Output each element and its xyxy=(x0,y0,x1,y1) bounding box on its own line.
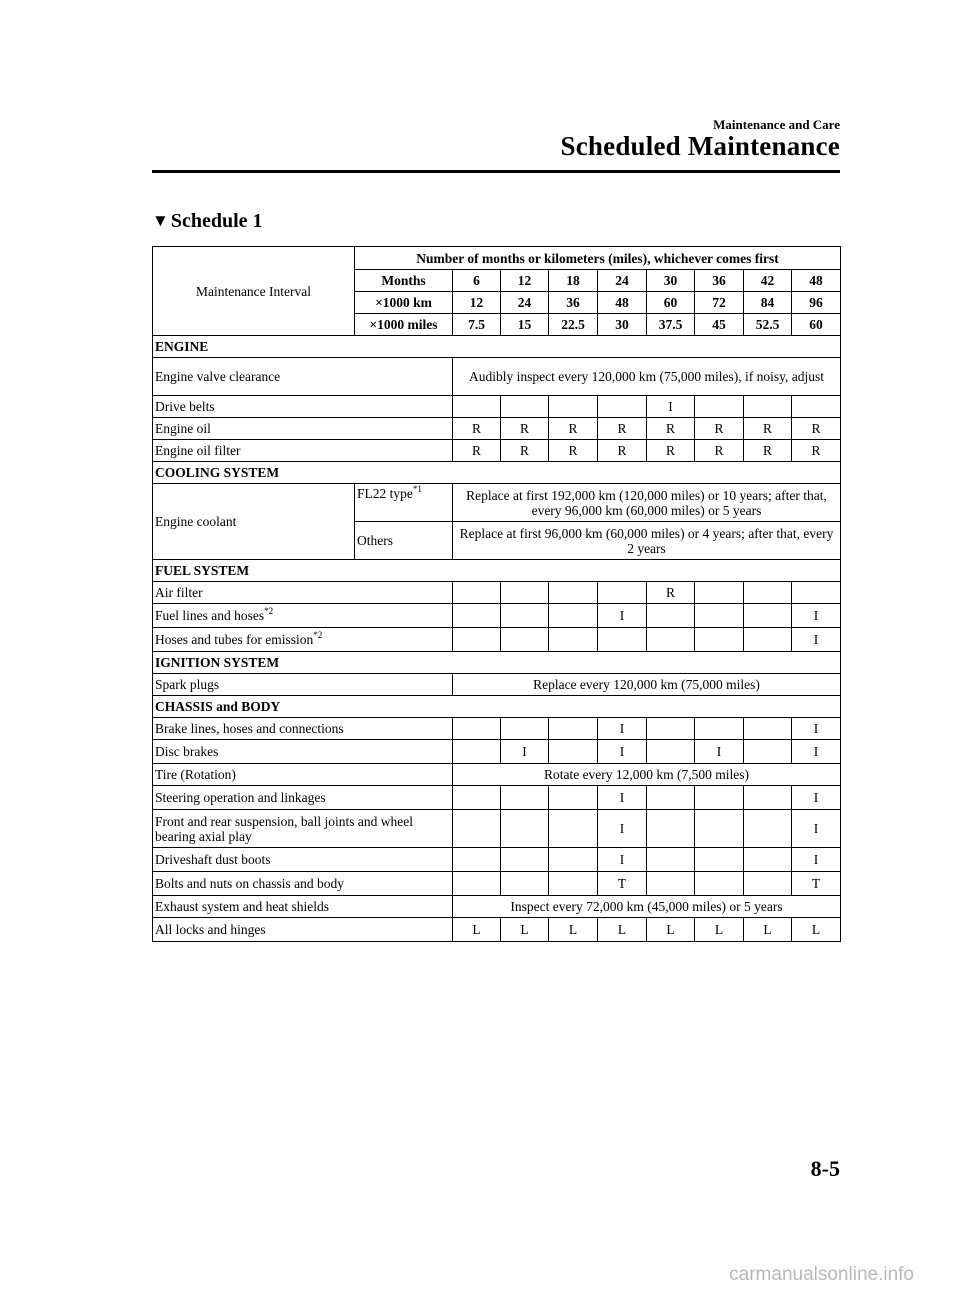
page-number: 8-5 xyxy=(810,1156,840,1181)
table-row xyxy=(153,484,841,522)
engine-valve-clearance-note: Audibly inspect every 120,000 km (75,000 miles), if noisy, adjust xyxy=(453,358,841,396)
cell xyxy=(744,848,792,872)
cell xyxy=(549,718,598,740)
cell: 60 xyxy=(792,314,841,336)
cell xyxy=(501,848,549,872)
table-row xyxy=(153,247,841,270)
exhaust-system xyxy=(153,896,453,918)
table-row xyxy=(153,872,841,896)
cell: R xyxy=(695,418,744,440)
cell: R xyxy=(598,440,647,462)
cell: I xyxy=(598,810,647,848)
engine-valve-clearance-text: Engine valve clearance xyxy=(155,369,281,384)
cell xyxy=(744,872,792,896)
cell xyxy=(453,604,501,628)
interval-row-label: ×1000 km xyxy=(355,292,453,314)
cell xyxy=(501,604,549,628)
cell: 12 xyxy=(453,292,501,314)
cell xyxy=(549,396,598,418)
cell xyxy=(647,872,695,896)
coolant-fl22-text: FL22 type xyxy=(357,486,413,501)
cell: L xyxy=(647,918,695,942)
cell xyxy=(453,718,501,740)
cell: 18 xyxy=(549,270,598,292)
cell xyxy=(792,396,841,418)
cell: L xyxy=(501,918,549,942)
cell: R xyxy=(744,440,792,462)
cell xyxy=(501,810,549,848)
spark-plugs-text: Spark plugs xyxy=(155,677,220,692)
tire-rotation xyxy=(153,764,453,786)
cell: R xyxy=(792,418,841,440)
cell xyxy=(647,810,695,848)
cooling-heading: COOLING SYSTEM xyxy=(153,462,841,484)
cell xyxy=(453,872,501,896)
table-row xyxy=(153,696,841,718)
table-row xyxy=(153,358,841,396)
engine-oil xyxy=(153,418,453,440)
cell: R xyxy=(647,440,695,462)
cell: T xyxy=(598,872,647,896)
table-row xyxy=(153,740,841,764)
ignition-heading: IGNITION SYSTEM xyxy=(153,652,841,674)
cell xyxy=(501,628,549,652)
engine-oil-text: Engine oil xyxy=(155,421,211,436)
table-row xyxy=(153,896,841,918)
cell xyxy=(695,604,744,628)
table-row xyxy=(153,918,841,942)
coolant-fl22 xyxy=(355,484,453,522)
cell: R xyxy=(695,440,744,462)
cell xyxy=(549,786,598,810)
table-row xyxy=(153,560,841,582)
cell: 30 xyxy=(647,270,695,292)
cell xyxy=(647,718,695,740)
cell: 60 xyxy=(647,292,695,314)
footnote-mark: *1 xyxy=(412,483,422,494)
tire-rotation-text: Tire (Rotation) xyxy=(155,767,236,782)
cell: 96 xyxy=(792,292,841,314)
cell: 42 xyxy=(744,270,792,292)
footnote-mark: *2 xyxy=(313,629,323,640)
cell: 72 xyxy=(695,292,744,314)
cell: 84 xyxy=(744,292,792,314)
cell: L xyxy=(598,918,647,942)
cell: I xyxy=(792,628,841,652)
cell xyxy=(647,786,695,810)
exhaust-system-text: Exhaust system and heat shields xyxy=(155,899,329,914)
interval-caption: Number of months or kilometers (miles), whichever comes first xyxy=(355,247,841,270)
cell: I xyxy=(792,786,841,810)
engine-heading: ENGINE xyxy=(153,336,841,358)
maintenance-schedule-table xyxy=(152,246,841,942)
cell xyxy=(647,848,695,872)
cell xyxy=(695,396,744,418)
driveshaft-boots-text: Driveshaft dust boots xyxy=(155,852,271,867)
engine-valve-clearance xyxy=(153,358,453,396)
cell xyxy=(549,582,598,604)
cell xyxy=(453,582,501,604)
cell: 6 xyxy=(453,270,501,292)
table-row xyxy=(153,582,841,604)
cell: I xyxy=(647,396,695,418)
cell: R xyxy=(501,418,549,440)
spark-plugs xyxy=(153,674,453,696)
cell xyxy=(792,582,841,604)
table-row xyxy=(153,336,841,358)
watermark: carmanualsonline.info xyxy=(729,1264,914,1285)
page-title: Scheduled Maintenance xyxy=(560,131,840,161)
cell xyxy=(695,872,744,896)
table-row xyxy=(153,604,841,628)
cell: R xyxy=(549,440,598,462)
cell xyxy=(695,848,744,872)
cell: I xyxy=(598,848,647,872)
table-row xyxy=(153,764,841,786)
interval-row-label: Months xyxy=(355,270,453,292)
cell xyxy=(744,604,792,628)
cell xyxy=(549,848,598,872)
cell: R xyxy=(453,440,501,462)
cell: 30 xyxy=(598,314,647,336)
tire-rotation-note: Rotate every 12,000 km (7,500 miles) xyxy=(453,764,841,786)
cell: 7.5 xyxy=(453,314,501,336)
cell: R xyxy=(792,440,841,462)
triangle-down-icon: ▼ xyxy=(152,211,169,230)
cell: 52.5 xyxy=(744,314,792,336)
cell: 45 xyxy=(695,314,744,336)
cell: R xyxy=(501,440,549,462)
cell: I xyxy=(695,740,744,764)
air-filter xyxy=(153,582,453,604)
drive-belts xyxy=(153,396,453,418)
cell: 37.5 xyxy=(647,314,695,336)
chassis-bolts xyxy=(153,872,453,896)
header-section-label: Maintenance and Care xyxy=(713,117,840,132)
cell: L xyxy=(744,918,792,942)
cell xyxy=(598,396,647,418)
brake-lines-text: Brake lines, hoses and connections xyxy=(155,721,344,736)
cell xyxy=(744,582,792,604)
spark-plugs-note: Replace every 120,000 km (75,000 miles) xyxy=(453,674,841,696)
cell: 24 xyxy=(501,292,549,314)
cell: I xyxy=(598,718,647,740)
cell: L xyxy=(549,918,598,942)
cell xyxy=(501,872,549,896)
emission-hoses xyxy=(153,628,453,652)
suspension-text: Front and rear suspension, ball joints and wheel bearing axial play xyxy=(155,813,413,844)
cell xyxy=(744,740,792,764)
table-row xyxy=(153,652,841,674)
table-row xyxy=(153,718,841,740)
cell xyxy=(453,848,501,872)
cell xyxy=(501,786,549,810)
table-row xyxy=(153,848,841,872)
cell xyxy=(501,718,549,740)
cell xyxy=(744,628,792,652)
table-row xyxy=(153,628,841,652)
cell: 48 xyxy=(598,292,647,314)
table-row xyxy=(153,396,841,418)
disc-brakes xyxy=(153,740,453,764)
cell: 48 xyxy=(792,270,841,292)
cell: 15 xyxy=(501,314,549,336)
cell xyxy=(549,628,598,652)
cell xyxy=(744,810,792,848)
cell: I xyxy=(792,740,841,764)
cell xyxy=(647,604,695,628)
header-rule xyxy=(152,170,840,173)
cell: R xyxy=(549,418,598,440)
cell: R xyxy=(647,418,695,440)
locks-hinges-text: All locks and hinges xyxy=(155,922,266,937)
cell xyxy=(744,718,792,740)
cell: T xyxy=(792,872,841,896)
cell: L xyxy=(453,918,501,942)
cell: I xyxy=(792,604,841,628)
cell xyxy=(598,582,647,604)
cell xyxy=(695,718,744,740)
cell xyxy=(453,628,501,652)
exhaust-system-note: Inspect every 72,000 km (45,000 miles) or 5 years xyxy=(453,896,841,918)
drive-belts-text: Drive belts xyxy=(155,399,215,414)
air-filter-text: Air filter xyxy=(155,585,203,600)
cell: 22.5 xyxy=(549,314,598,336)
cell: 24 xyxy=(598,270,647,292)
cell xyxy=(501,396,549,418)
cell: R xyxy=(647,582,695,604)
cell: R xyxy=(744,418,792,440)
coolant-fl22-note: Replace at first 192,000 km (120,000 miles) or 10 years; after that, every 96,000 km (60,000 miles) or 5 years xyxy=(453,484,841,522)
suspension xyxy=(153,810,453,848)
table-row xyxy=(153,674,841,696)
table-row xyxy=(153,462,841,484)
cell: I xyxy=(792,848,841,872)
emission-hoses-text: Hoses and tubes for emission xyxy=(155,632,314,647)
cell xyxy=(453,740,501,764)
cell xyxy=(453,396,501,418)
engine-oil-filter xyxy=(153,440,453,462)
cell: 12 xyxy=(501,270,549,292)
cell xyxy=(695,582,744,604)
cell: I xyxy=(598,786,647,810)
cell xyxy=(453,810,501,848)
fuel-lines xyxy=(153,604,453,628)
disc-brakes-text: Disc brakes xyxy=(155,744,219,759)
cell: I xyxy=(598,604,647,628)
cell: 36 xyxy=(549,292,598,314)
cell: I xyxy=(598,740,647,764)
fuel-heading: FUEL SYSTEM xyxy=(153,560,841,582)
cell xyxy=(549,810,598,848)
engine-oil-filter-text: Engine oil filter xyxy=(155,443,241,458)
cell: I xyxy=(501,740,549,764)
cell xyxy=(549,740,598,764)
cell xyxy=(695,810,744,848)
table-row xyxy=(153,418,841,440)
chassis-bolts-text: Bolts and nuts on chassis and body xyxy=(155,876,344,891)
cell: L xyxy=(695,918,744,942)
coolant-others-note: Replace at first 96,000 km (60,000 miles) or 4 years; after that, every 2 years xyxy=(453,522,841,560)
cell xyxy=(695,628,744,652)
locks-hinges xyxy=(153,918,453,942)
cell xyxy=(744,396,792,418)
table-row xyxy=(153,786,841,810)
cell: I xyxy=(792,810,841,848)
chassis-heading: CHASSIS and BODY xyxy=(153,696,841,718)
cell: R xyxy=(453,418,501,440)
cell: R xyxy=(598,418,647,440)
cell xyxy=(549,872,598,896)
cell xyxy=(598,628,647,652)
cell xyxy=(549,604,598,628)
engine-coolant: Engine coolant xyxy=(153,484,355,560)
section-title-text: Schedule 1 xyxy=(170,210,263,232)
cell: L xyxy=(792,918,841,942)
cell xyxy=(647,740,695,764)
cell xyxy=(695,786,744,810)
brake-lines xyxy=(153,718,453,740)
cell xyxy=(647,628,695,652)
table-row xyxy=(153,810,841,848)
table-row xyxy=(153,440,841,462)
cell xyxy=(453,786,501,810)
cell xyxy=(501,582,549,604)
fuel-lines-text: Fuel lines and hoses xyxy=(155,608,265,623)
cell: 36 xyxy=(695,270,744,292)
interval-row-label: ×1000 miles xyxy=(355,314,453,336)
steering xyxy=(153,786,453,810)
footnote-mark: *2 xyxy=(264,605,274,616)
driveshaft-boots xyxy=(153,848,453,872)
interval-label: Maintenance Interval xyxy=(153,247,355,336)
section-title xyxy=(152,210,263,233)
cell xyxy=(744,786,792,810)
coolant-others: Others xyxy=(355,522,453,560)
cell: I xyxy=(792,718,841,740)
steering-text: Steering operation and linkages xyxy=(155,790,326,805)
